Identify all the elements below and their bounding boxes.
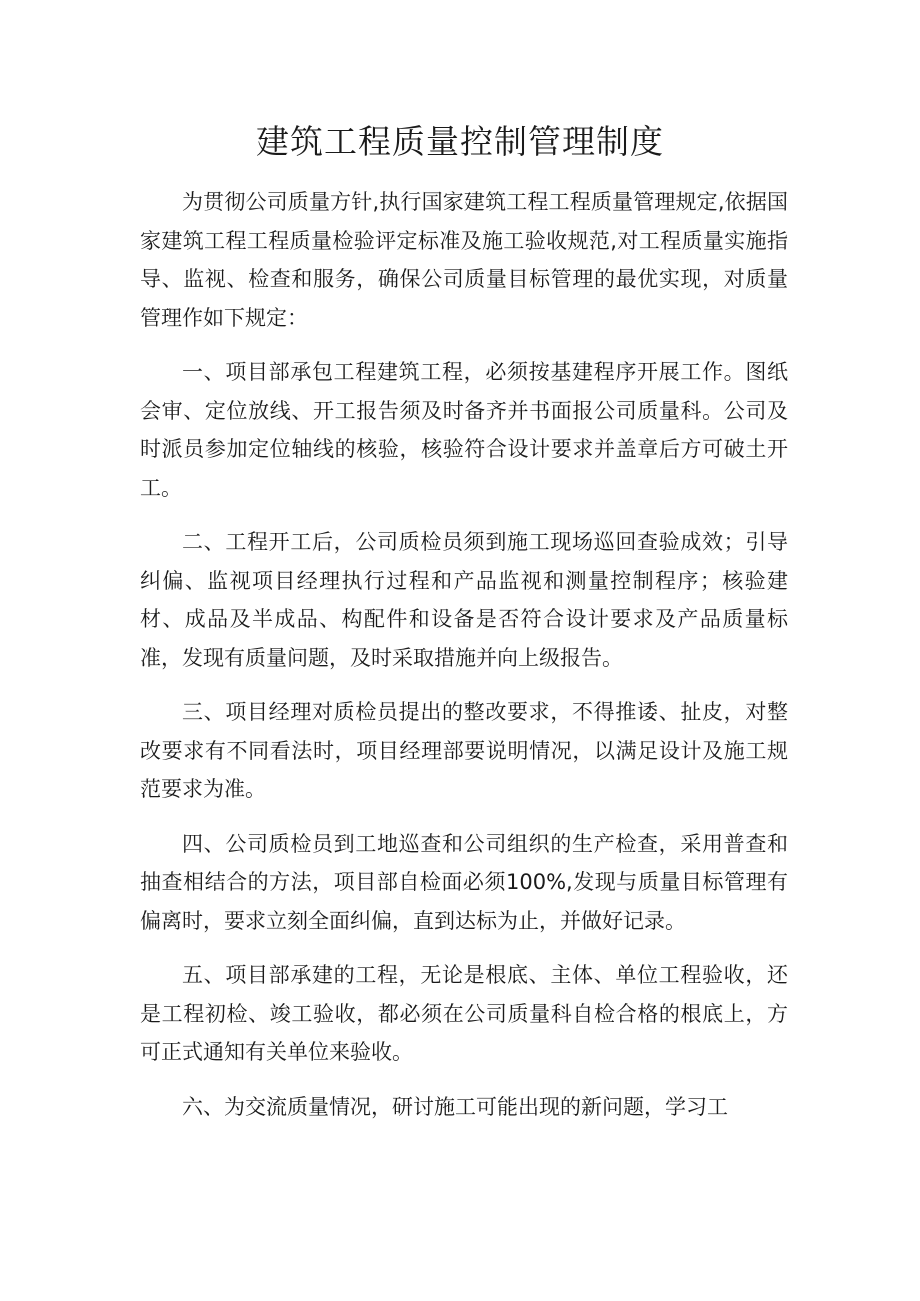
paragraph-2: 二、工程开工后，公司质检员须到施工现场巡回查验成效；引导纠偏、监视项目经理执行过程和产品监视和测量控制程序；核验建材、成品及半成品、构配件和设备是否符合设计要求及产品质量标准，发现有质量问题，及时采取措施并向上级报告。 [140, 530, 788, 670]
paragraph-3: 三、项目经理对质检员提出的整改要求，不得推诿、扯皮，对整改要求有不同看法时，项目经理部要说明情况，以满足设计及施工规范要求为准。 [140, 700, 788, 801]
paragraph-4: 四、公司质检员到工地巡查和公司组织的生产检查，采用普查和抽查相结合的方法，项目部自检面必须100%,发现与质量目标管理有偏离时，要求立刻全面纠偏，直到达标为止，并做好记录。 [140, 831, 788, 933]
document-body [140, 183, 788, 1142]
paragraph-5: 五、项目部承建的工程，无论是根底、主体、单位工程验收，还是工程初检、竣工验收，都必须在公司质量科自检合格的根底上，方可正式通知有关单位来验收。 [140, 963, 788, 1064]
paragraph-intro: 为贯彻公司质量方针,执行国家建筑工程工程质量管理规定,依据国家建筑工程工程质量检验评定标准及施工验收规范,对工程质量实施指导、监视、检查和服务，确保公司质量目标管理的最优实现，对质量管理作如下规定： [140, 190, 788, 330]
document-title: 建筑工程质量控制管理制度 [256, 122, 664, 161]
paragraph-6: 六、为交流质量情况，研讨施工可能出现的新问题，学习工 [182, 1094, 728, 1119]
paragraph-1: 一、项目部承包工程建筑工程，必须按基建程序开展工作。图纸会审、定位放线、开工报告须及时备齐并书面报公司质量科。公司及时派员参加定位轴线的核验，核验符合设计要求并盖章后方可破土开工。 [140, 360, 788, 500]
